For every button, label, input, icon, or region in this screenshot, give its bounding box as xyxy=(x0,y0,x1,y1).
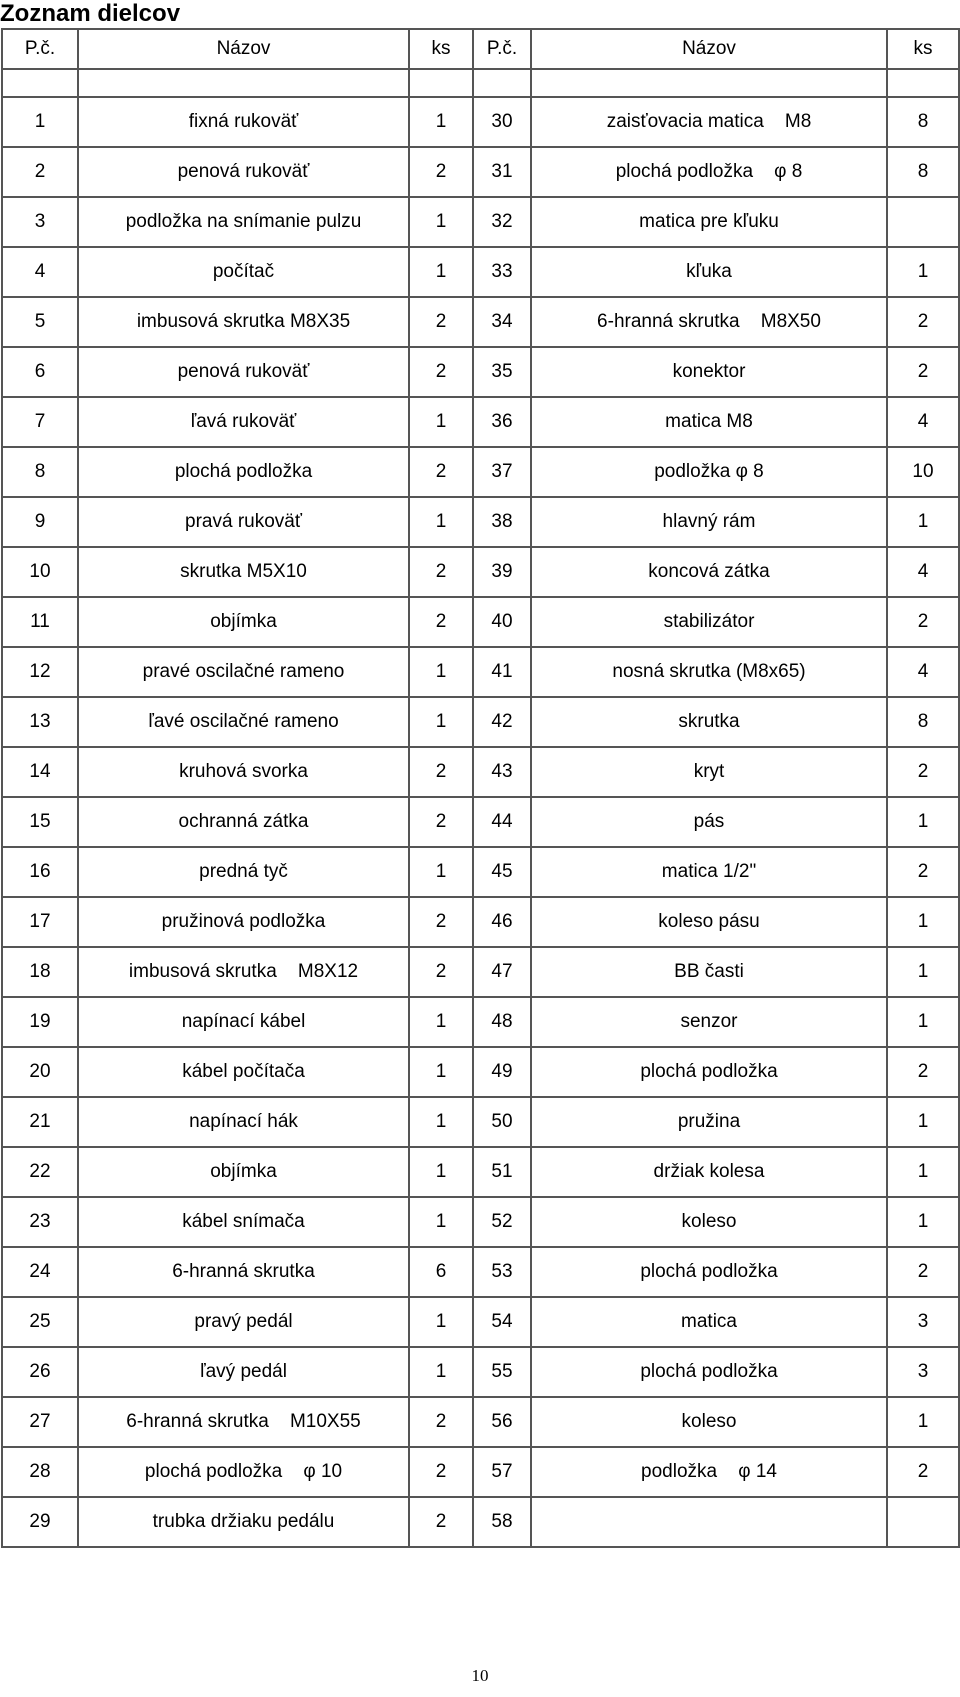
quantity-cell: 1 xyxy=(887,497,959,547)
part-name-cell: 6-hranná skrutka M10X55 xyxy=(78,1397,409,1447)
quantity-cell: 1 xyxy=(887,997,959,1047)
quantity-cell: 2 xyxy=(409,1497,473,1547)
part-number-cell: 28 xyxy=(2,1447,78,1497)
quantity-cell: 1 xyxy=(409,1197,473,1247)
part-number-cell: 58 xyxy=(473,1497,531,1547)
part-name-cell: koleso xyxy=(531,1397,887,1447)
header-part-number: P.č. xyxy=(473,29,531,69)
part-number-cell: 27 xyxy=(2,1397,78,1447)
part-name-cell: kábel snímača xyxy=(78,1197,409,1247)
part-name-cell: objímka xyxy=(78,597,409,647)
table-row xyxy=(2,447,959,497)
part-name-cell: penová rukoväť xyxy=(78,347,409,397)
header-part-number: P.č. xyxy=(2,29,78,69)
part-number-cell: 7 xyxy=(2,397,78,447)
quantity-cell: 1 xyxy=(409,1347,473,1397)
quantity-cell: 2 xyxy=(409,347,473,397)
table-row xyxy=(2,97,959,147)
part-number-cell: 48 xyxy=(473,997,531,1047)
table-row xyxy=(2,1247,959,1297)
part-number-cell: 31 xyxy=(473,147,531,197)
table-row xyxy=(2,347,959,397)
table-row xyxy=(2,1147,959,1197)
part-number-cell: 54 xyxy=(473,1297,531,1347)
quantity-cell: 8 xyxy=(887,697,959,747)
quantity-cell: 1 xyxy=(409,247,473,297)
part-name-cell: pružina xyxy=(531,1097,887,1147)
table-row xyxy=(2,1397,959,1447)
part-number-cell: 12 xyxy=(2,647,78,697)
table-row xyxy=(2,497,959,547)
part-name-cell: plochá podložka xyxy=(78,447,409,497)
quantity-cell xyxy=(887,197,959,247)
table-row xyxy=(2,1197,959,1247)
part-name-cell: skrutka M5X10 xyxy=(78,547,409,597)
part-number-cell: 8 xyxy=(2,447,78,497)
parts-list-table xyxy=(1,28,960,1548)
table-row xyxy=(2,1297,959,1347)
part-number-cell: 40 xyxy=(473,597,531,647)
quantity-cell: 1 xyxy=(409,197,473,247)
part-name-cell: matica M8 xyxy=(531,397,887,447)
table-row xyxy=(2,597,959,647)
part-number-cell: 25 xyxy=(2,1297,78,1347)
quantity-cell: 1 xyxy=(887,897,959,947)
part-name-cell: ochranná zátka xyxy=(78,797,409,847)
part-number-cell: 17 xyxy=(2,897,78,947)
part-name-cell: plochá podložka xyxy=(531,1347,887,1397)
header-part-name: Názov xyxy=(78,29,409,69)
quantity-cell: 4 xyxy=(887,547,959,597)
quantity-cell: 1 xyxy=(887,947,959,997)
quantity-cell: 4 xyxy=(887,647,959,697)
quantity-cell xyxy=(887,1497,959,1547)
part-name-cell: plochá podložka xyxy=(531,1047,887,1097)
quantity-cell: 8 xyxy=(887,97,959,147)
table-row xyxy=(2,947,959,997)
part-number-cell: 36 xyxy=(473,397,531,447)
part-number-cell: 4 xyxy=(2,247,78,297)
quantity-cell: 2 xyxy=(409,747,473,797)
part-number-cell: 16 xyxy=(2,847,78,897)
quantity-cell: 2 xyxy=(409,147,473,197)
part-name-cell: pravé oscilačné rameno xyxy=(78,647,409,697)
quantity-cell: 2 xyxy=(409,1447,473,1497)
quantity-cell: 6 xyxy=(409,1247,473,1297)
part-name-cell: ľavý pedál xyxy=(78,1347,409,1397)
quantity-cell: 3 xyxy=(887,1297,959,1347)
part-number-cell: 18 xyxy=(2,947,78,997)
table-row xyxy=(2,247,959,297)
part-name-cell: koleso xyxy=(531,1197,887,1247)
part-name-cell: kruhová svorka xyxy=(78,747,409,797)
part-name-cell: podložka φ 8 xyxy=(531,447,887,497)
part-name-cell: 6-hranná skrutka xyxy=(78,1247,409,1297)
quantity-cell: 2 xyxy=(409,297,473,347)
spacer-row xyxy=(2,69,959,97)
part-number-cell: 11 xyxy=(2,597,78,647)
part-number-cell: 32 xyxy=(473,197,531,247)
part-name-cell: kábel počítača xyxy=(78,1047,409,1097)
table-row xyxy=(2,197,959,247)
quantity-cell: 1 xyxy=(409,697,473,747)
part-number-cell: 39 xyxy=(473,547,531,597)
part-number-cell: 53 xyxy=(473,1247,531,1297)
quantity-cell: 1 xyxy=(887,1147,959,1197)
part-number-cell: 34 xyxy=(473,297,531,347)
part-name-cell: skrutka xyxy=(531,697,887,747)
quantity-cell: 10 xyxy=(887,447,959,497)
quantity-cell: 1 xyxy=(409,1097,473,1147)
part-name-cell: plochá podložka φ 8 xyxy=(531,147,887,197)
quantity-cell: 2 xyxy=(887,1247,959,1297)
part-name-cell: fixná rukoväť xyxy=(78,97,409,147)
part-name-cell: senzor xyxy=(531,997,887,1047)
table-row xyxy=(2,647,959,697)
quantity-cell: 2 xyxy=(409,797,473,847)
table-row xyxy=(2,547,959,597)
quantity-cell: 2 xyxy=(409,1397,473,1447)
part-number-cell: 45 xyxy=(473,847,531,897)
part-name-cell: predná tyč xyxy=(78,847,409,897)
part-name-cell: trubka držiaku pedálu xyxy=(78,1497,409,1547)
part-number-cell: 13 xyxy=(2,697,78,747)
quantity-cell: 2 xyxy=(409,597,473,647)
part-number-cell: 49 xyxy=(473,1047,531,1097)
table-row xyxy=(2,147,959,197)
quantity-cell: 1 xyxy=(409,1147,473,1197)
part-name-cell: počítač xyxy=(78,247,409,297)
part-name-cell: penová rukoväť xyxy=(78,147,409,197)
part-number-cell: 29 xyxy=(2,1497,78,1547)
part-name-cell: ľavé oscilačné rameno xyxy=(78,697,409,747)
table-row xyxy=(2,747,959,797)
part-name-cell: pravá rukoväť xyxy=(78,497,409,547)
part-number-cell: 52 xyxy=(473,1197,531,1247)
part-number-cell: 37 xyxy=(473,447,531,497)
part-number-cell: 14 xyxy=(2,747,78,797)
table-row xyxy=(2,1347,959,1397)
part-number-cell: 21 xyxy=(2,1097,78,1147)
header-quantity: ks xyxy=(887,29,959,69)
part-name-cell: kľuka xyxy=(531,247,887,297)
quantity-cell: 1 xyxy=(409,1297,473,1347)
table-row xyxy=(2,1447,959,1497)
quantity-cell: 1 xyxy=(887,797,959,847)
part-name-cell: držiak kolesa xyxy=(531,1147,887,1197)
part-number-cell: 6 xyxy=(2,347,78,397)
part-number-cell: 43 xyxy=(473,747,531,797)
header-part-name: Názov xyxy=(531,29,887,69)
quantity-cell: 1 xyxy=(409,647,473,697)
quantity-cell: 1 xyxy=(409,97,473,147)
quantity-cell: 2 xyxy=(409,447,473,497)
part-number-cell: 44 xyxy=(473,797,531,847)
table-row xyxy=(2,847,959,897)
quantity-cell: 1 xyxy=(887,247,959,297)
part-name-cell: imbusová skrutka M8X12 xyxy=(78,947,409,997)
part-number-cell: 30 xyxy=(473,97,531,147)
table-row xyxy=(2,797,959,847)
part-number-cell: 57 xyxy=(473,1447,531,1497)
part-number-cell: 15 xyxy=(2,797,78,847)
part-name-cell xyxy=(531,1497,887,1547)
part-number-cell: 55 xyxy=(473,1347,531,1397)
quantity-cell: 8 xyxy=(887,147,959,197)
part-name-cell: BB časti xyxy=(531,947,887,997)
quantity-cell: 1 xyxy=(887,1097,959,1147)
part-name-cell: pás xyxy=(531,797,887,847)
part-name-cell: koncová zátka xyxy=(531,547,887,597)
part-name-cell: nosná skrutka (M8x65) xyxy=(531,647,887,697)
part-number-cell: 38 xyxy=(473,497,531,547)
quantity-cell: 3 xyxy=(887,1347,959,1397)
part-number-cell: 10 xyxy=(2,547,78,597)
part-number-cell: 50 xyxy=(473,1097,531,1147)
table-header-row xyxy=(2,29,959,69)
table-row xyxy=(2,1047,959,1097)
part-number-cell: 35 xyxy=(473,347,531,397)
part-number-cell: 41 xyxy=(473,647,531,697)
table-row xyxy=(2,997,959,1047)
part-name-cell: objímka xyxy=(78,1147,409,1197)
table-row xyxy=(2,397,959,447)
part-name-cell: koleso pásu xyxy=(531,897,887,947)
part-name-cell: podložka φ 14 xyxy=(531,1447,887,1497)
part-name-cell: konektor xyxy=(531,347,887,397)
table-row xyxy=(2,297,959,347)
quantity-cell: 2 xyxy=(887,847,959,897)
part-name-cell: podložka na snímanie pulzu xyxy=(78,197,409,247)
quantity-cell: 2 xyxy=(887,597,959,647)
quantity-cell: 2 xyxy=(887,1047,959,1097)
part-number-cell: 42 xyxy=(473,697,531,747)
part-number-cell: 5 xyxy=(2,297,78,347)
part-name-cell: pravý pedál xyxy=(78,1297,409,1347)
part-number-cell: 33 xyxy=(473,247,531,297)
part-name-cell: plochá podložka xyxy=(531,1247,887,1297)
table-row xyxy=(2,897,959,947)
quantity-cell: 1 xyxy=(409,397,473,447)
part-name-cell: matica xyxy=(531,1297,887,1347)
part-name-cell: plochá podložka φ 10 xyxy=(78,1447,409,1497)
quantity-cell: 2 xyxy=(887,1447,959,1497)
part-number-cell: 20 xyxy=(2,1047,78,1097)
quantity-cell: 2 xyxy=(887,347,959,397)
part-name-cell: napínací hák xyxy=(78,1097,409,1147)
table-row xyxy=(2,1097,959,1147)
quantity-cell: 2 xyxy=(887,297,959,347)
part-name-cell: kryt xyxy=(531,747,887,797)
part-number-cell: 56 xyxy=(473,1397,531,1447)
part-number-cell: 26 xyxy=(2,1347,78,1397)
part-number-cell: 3 xyxy=(2,197,78,247)
quantity-cell: 1 xyxy=(887,1397,959,1447)
quantity-cell: 2 xyxy=(409,897,473,947)
part-name-cell: imbusová skrutka M8X35 xyxy=(78,297,409,347)
quantity-cell: 4 xyxy=(887,397,959,447)
header-quantity: ks xyxy=(409,29,473,69)
part-name-cell: hlavný rám xyxy=(531,497,887,547)
part-name-cell: pružinová podložka xyxy=(78,897,409,947)
part-name-cell: 6-hranná skrutka M8X50 xyxy=(531,297,887,347)
table-row xyxy=(2,697,959,747)
quantity-cell: 1 xyxy=(409,497,473,547)
part-number-cell: 23 xyxy=(2,1197,78,1247)
part-name-cell: matica 1/2" xyxy=(531,847,887,897)
part-number-cell: 46 xyxy=(473,897,531,947)
part-number-cell: 47 xyxy=(473,947,531,997)
part-number-cell: 1 xyxy=(2,97,78,147)
part-number-cell: 9 xyxy=(2,497,78,547)
quantity-cell: 1 xyxy=(409,997,473,1047)
quantity-cell: 1 xyxy=(409,1047,473,1097)
part-number-cell: 19 xyxy=(2,997,78,1047)
part-name-cell: napínací kábel xyxy=(78,997,409,1047)
part-name-cell: ľavá rukoväť xyxy=(78,397,409,447)
quantity-cell: 1 xyxy=(409,847,473,897)
table-row xyxy=(2,1497,959,1547)
part-number-cell: 2 xyxy=(2,147,78,197)
quantity-cell: 2 xyxy=(409,947,473,997)
part-number-cell: 22 xyxy=(2,1147,78,1197)
page-title: Zoznam dielcov xyxy=(0,0,181,27)
page-number: 10 xyxy=(471,1666,489,1685)
part-name-cell: stabilizátor xyxy=(531,597,887,647)
quantity-cell: 2 xyxy=(887,747,959,797)
part-name-cell: zaisťovacia matica M8 xyxy=(531,97,887,147)
part-number-cell: 24 xyxy=(2,1247,78,1297)
quantity-cell: 2 xyxy=(409,547,473,597)
quantity-cell: 1 xyxy=(887,1197,959,1247)
part-number-cell: 51 xyxy=(473,1147,531,1197)
part-name-cell: matica pre kľuku xyxy=(531,197,887,247)
